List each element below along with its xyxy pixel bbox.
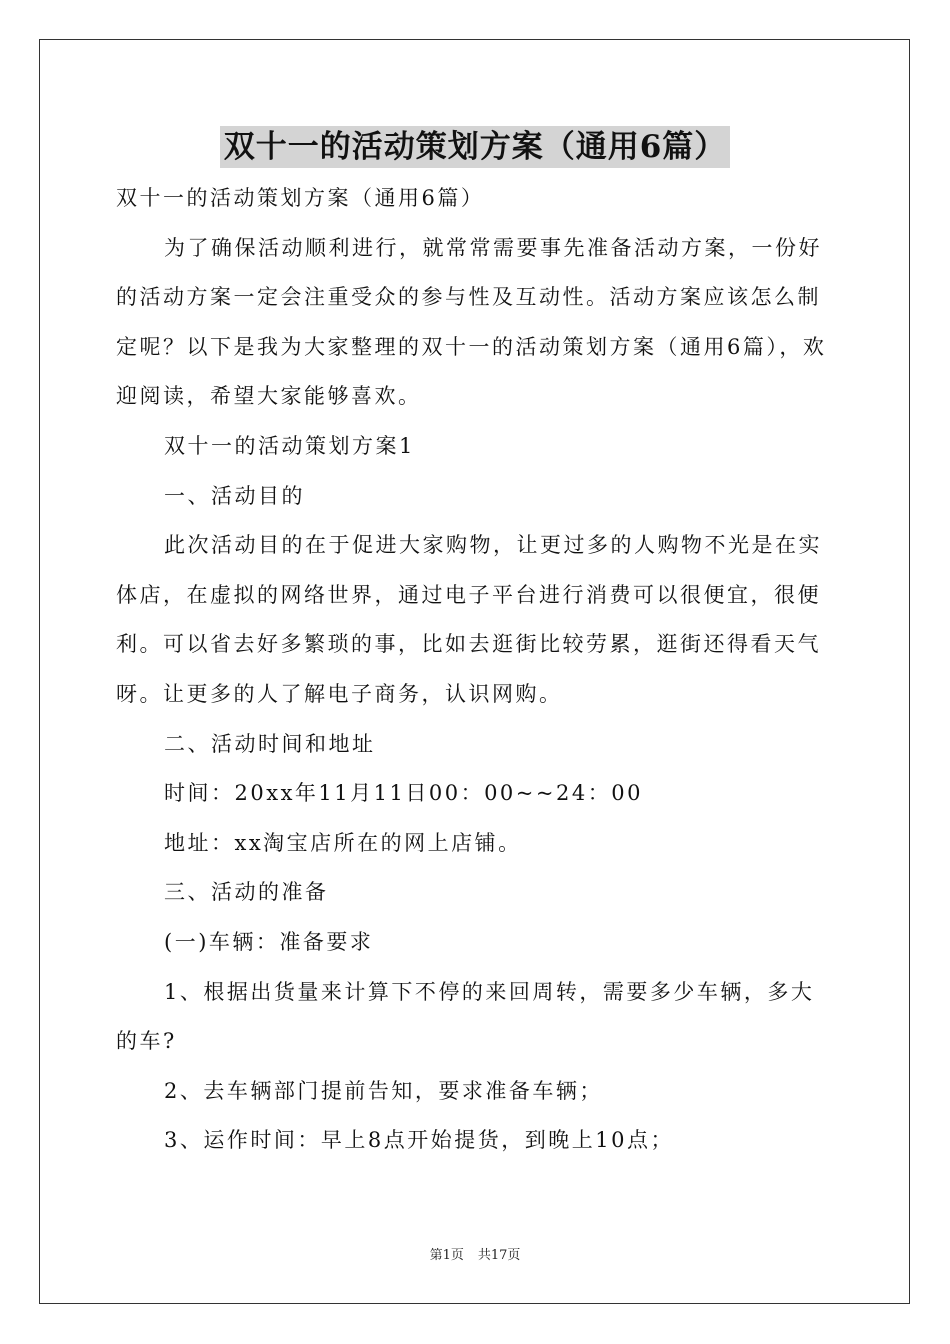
page-number: 第1页 [429,1248,464,1263]
document-body [116,174,836,1166]
paragraph-item-1: 1、根据出货量来计算下不停的来回周转，需要多少车辆，多大的车? [116,979,815,1054]
title-wrapper [0,126,950,168]
paragraph-item-2: 2、去车辆部门提前告知，要求准备车辆； [164,1078,603,1103]
paragraph-section-heading: 双十一的活动策划方案1 [164,433,415,458]
paragraph-intro: 为了确保活动顺利进行，就常常需要事先准备活动方案，一份好的活动方案一定会注重受众的参与性及互动性。活动方案应该怎么制定呢？以下是我为大家整理的双十一的活动策划方案（通用6篇），欢迎阅读，希望大家能够喜欢。 [116,235,827,409]
page-total: 共17页 [477,1248,521,1263]
paragraph-item-3: 3、运作时间：早上8点开始提货，到晚上10点； [164,1128,674,1153]
paragraph-place: 地址：xx淘宝店所在的网上店铺。 [164,830,522,855]
document-title: 双十一的活动策划方案（通用6篇） [220,126,731,168]
paragraph-time: 时间：20xx年11月11日00：00~~24：00 [164,781,643,806]
page-footer [0,1244,950,1263]
paragraph-vehicles: (一)车辆：准备要求 [164,929,374,954]
paragraph-heading-time-place: 二、活动时间和地址 [164,731,376,756]
paragraph-heading-preparation: 三、活动的准备 [164,880,329,905]
paragraph-subtitle: 双十一的活动策划方案（通用6篇） [116,186,485,210]
paragraph-heading-purpose: 一、活动目的 [164,483,305,508]
paragraph-purpose: 此次活动目的在于促进大家购物，让更过多的人购物不光是在实体店，在虚拟的网络世界，通过电子平台进行消费可以很便宜，很便利。可以省去好多繁琐的事，比如去逛街比较劳累，逛街还得看天气呀。让更多的人了解电子商务，认识网购。 [116,533,822,706]
